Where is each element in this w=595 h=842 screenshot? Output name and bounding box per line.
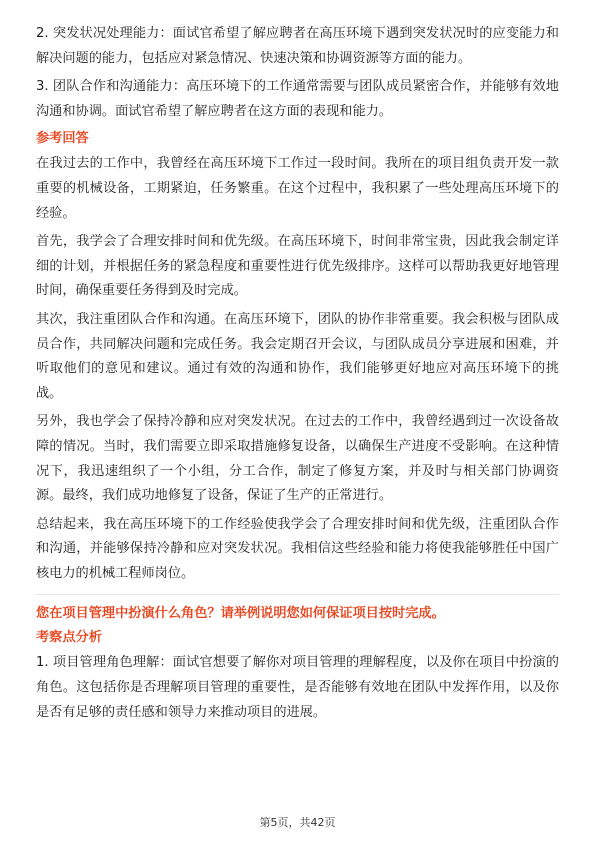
analysis-point-2: 2. 突发状况处理能力：面试官希望了解应聘者在高压环境下遇到突发状况时的应变能力和解决问题的能力，包括应对紧急情况、快速决策和协调资源等方面的能力。 <box>36 26 559 66</box>
analysis-point-3: 3. 团队合作和沟通能力：高压环境下的工作通常需要与团队成员紧密合作，并能够有效地沟通和协调。面试官希望了解应聘者在这方面的表现和能力。 <box>36 79 559 119</box>
section-divider <box>36 594 559 595</box>
answer-paragraph-5: 总结起来，我在高压环境下的工作经验使我学会了合理安排时间和优先级，注重团队合作和沟通，并能够保持冷静和应对突发状况。我相信这些经验和能力将使我能够胜任中国广核电力的机械工程师岗位。 <box>36 516 559 581</box>
answer-paragraph-1: 在我过去的工作中，我曾经在高压环境下工作过一段时间。我所在的项目组负责开发一款重要的机械设备，工期紧迫，任务繁重。在这个过程中，我积累了一些处理高压环境下的经验。 <box>36 156 559 221</box>
document-page <box>36 22 559 729</box>
answer-paragraph-2: 首先，我学会了合理安排时间和优先级。在高压环境下，时间非常宝贵，因此我会制定详细的计划，并根据任务的紧急程度和重要性进行优先级排序。这样可以帮助我更好地管理时间，确保重要任务得到及时完成。 <box>36 234 559 299</box>
answer-paragraph-3: 其次，我注重团队合作和沟通。在高压环境下，团队的协作非常重要。我会积极与团队成员合作，共同解决问题和完成任务。我会定期召开会议，与团队成员分享进展和困难，并听取他们的意见和建议。通过有效的沟通和协作，我们能够更好地应对高压环境下的挑战。 <box>36 311 559 401</box>
page-number: 第5页，共42页 <box>259 816 336 829</box>
analysis-point-1: 1. 项目管理角色理解：面试官想要了解你对项目管理的理解程度，以及你在项目中扮演的角色。这包括你是否理解项目管理的重要性，是否能够有效地在团队中发挥作用，以及你是否有足够的责任感和领导力来推动项目的进展。 <box>36 655 559 720</box>
answer-heading: 参考回答 <box>36 131 89 147</box>
answer-paragraph-4: 另外，我也学会了保持冷静和应对突发状况。在过去的工作中，我曾经遇到过一次设备故障的情况。当时，我们需要立即采取措施修复设备，以确保生产进度不受影响。在这种情况下，我迅速组织了一个小组，分工合作，制定了修复方案，并及时与相关部门协调资源。最终，我们成功地修复了设备，保证了生产的正常进行。 <box>36 414 559 504</box>
question-title: 您在项目管理中扮演什么角色？请举例说明您如何保证项目按时完成。 <box>36 606 445 622</box>
analysis-heading: 考察点分析 <box>36 630 102 646</box>
